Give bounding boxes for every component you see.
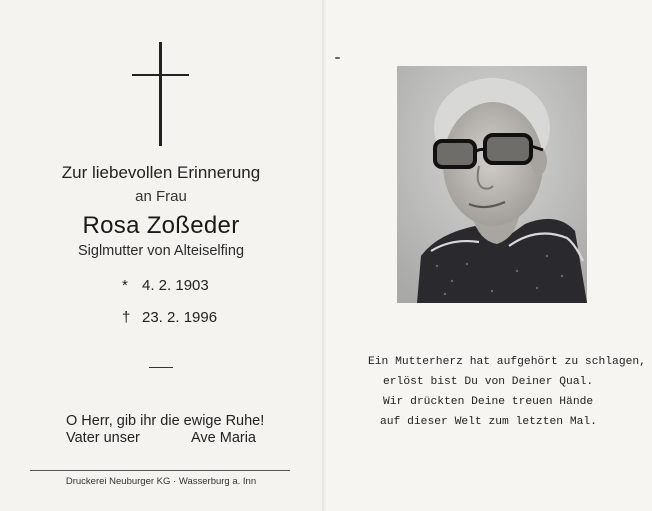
birth-symbol: * xyxy=(122,277,128,294)
card-fold xyxy=(322,0,326,511)
prayer-line-1: O Herr, gib ihr die ewige Ruhe! xyxy=(66,413,265,429)
prayer-ave-maria: Ave Maria xyxy=(190,430,256,446)
footer-divider xyxy=(30,470,290,471)
birth-date: 4. 2. 1903 xyxy=(142,277,209,294)
paper-speck xyxy=(335,57,340,59)
birth-date-row xyxy=(122,277,209,294)
deceased-name: Rosa Zoßeder xyxy=(82,212,240,239)
portrait-photo xyxy=(397,66,587,303)
salutation-text: an Frau xyxy=(135,188,187,205)
portrait-image xyxy=(397,66,587,303)
deceased-role: Siglmutter von Alteiselfing xyxy=(77,243,245,259)
intro-text: Zur liebevollen Erinnerung xyxy=(61,163,261,182)
poem-line-1: Ein Mutterherz hat aufgehört zu schlagen, xyxy=(368,356,646,368)
death-symbol: † xyxy=(122,309,131,326)
death-date: 23. 2. 1996 xyxy=(142,309,218,326)
printer-credit: Druckerei Neuburger KG · Wasserburg a. Inn xyxy=(65,476,257,487)
poem-line-3: Wir drückten Deine treuen Hände xyxy=(383,396,594,408)
poem-line-2: erlöst bist Du von Deiner Qual. xyxy=(383,376,594,388)
prayer-vater-unser: Vater unser xyxy=(66,430,140,446)
poem-line-4: auf dieser Welt zum letzten Mal. xyxy=(380,416,597,428)
cross-icon xyxy=(159,42,162,146)
cross-icon-bar xyxy=(132,74,189,76)
short-divider xyxy=(149,367,173,368)
death-date-row xyxy=(122,309,217,326)
poem xyxy=(360,352,646,432)
prayer-line-2 xyxy=(66,430,256,446)
